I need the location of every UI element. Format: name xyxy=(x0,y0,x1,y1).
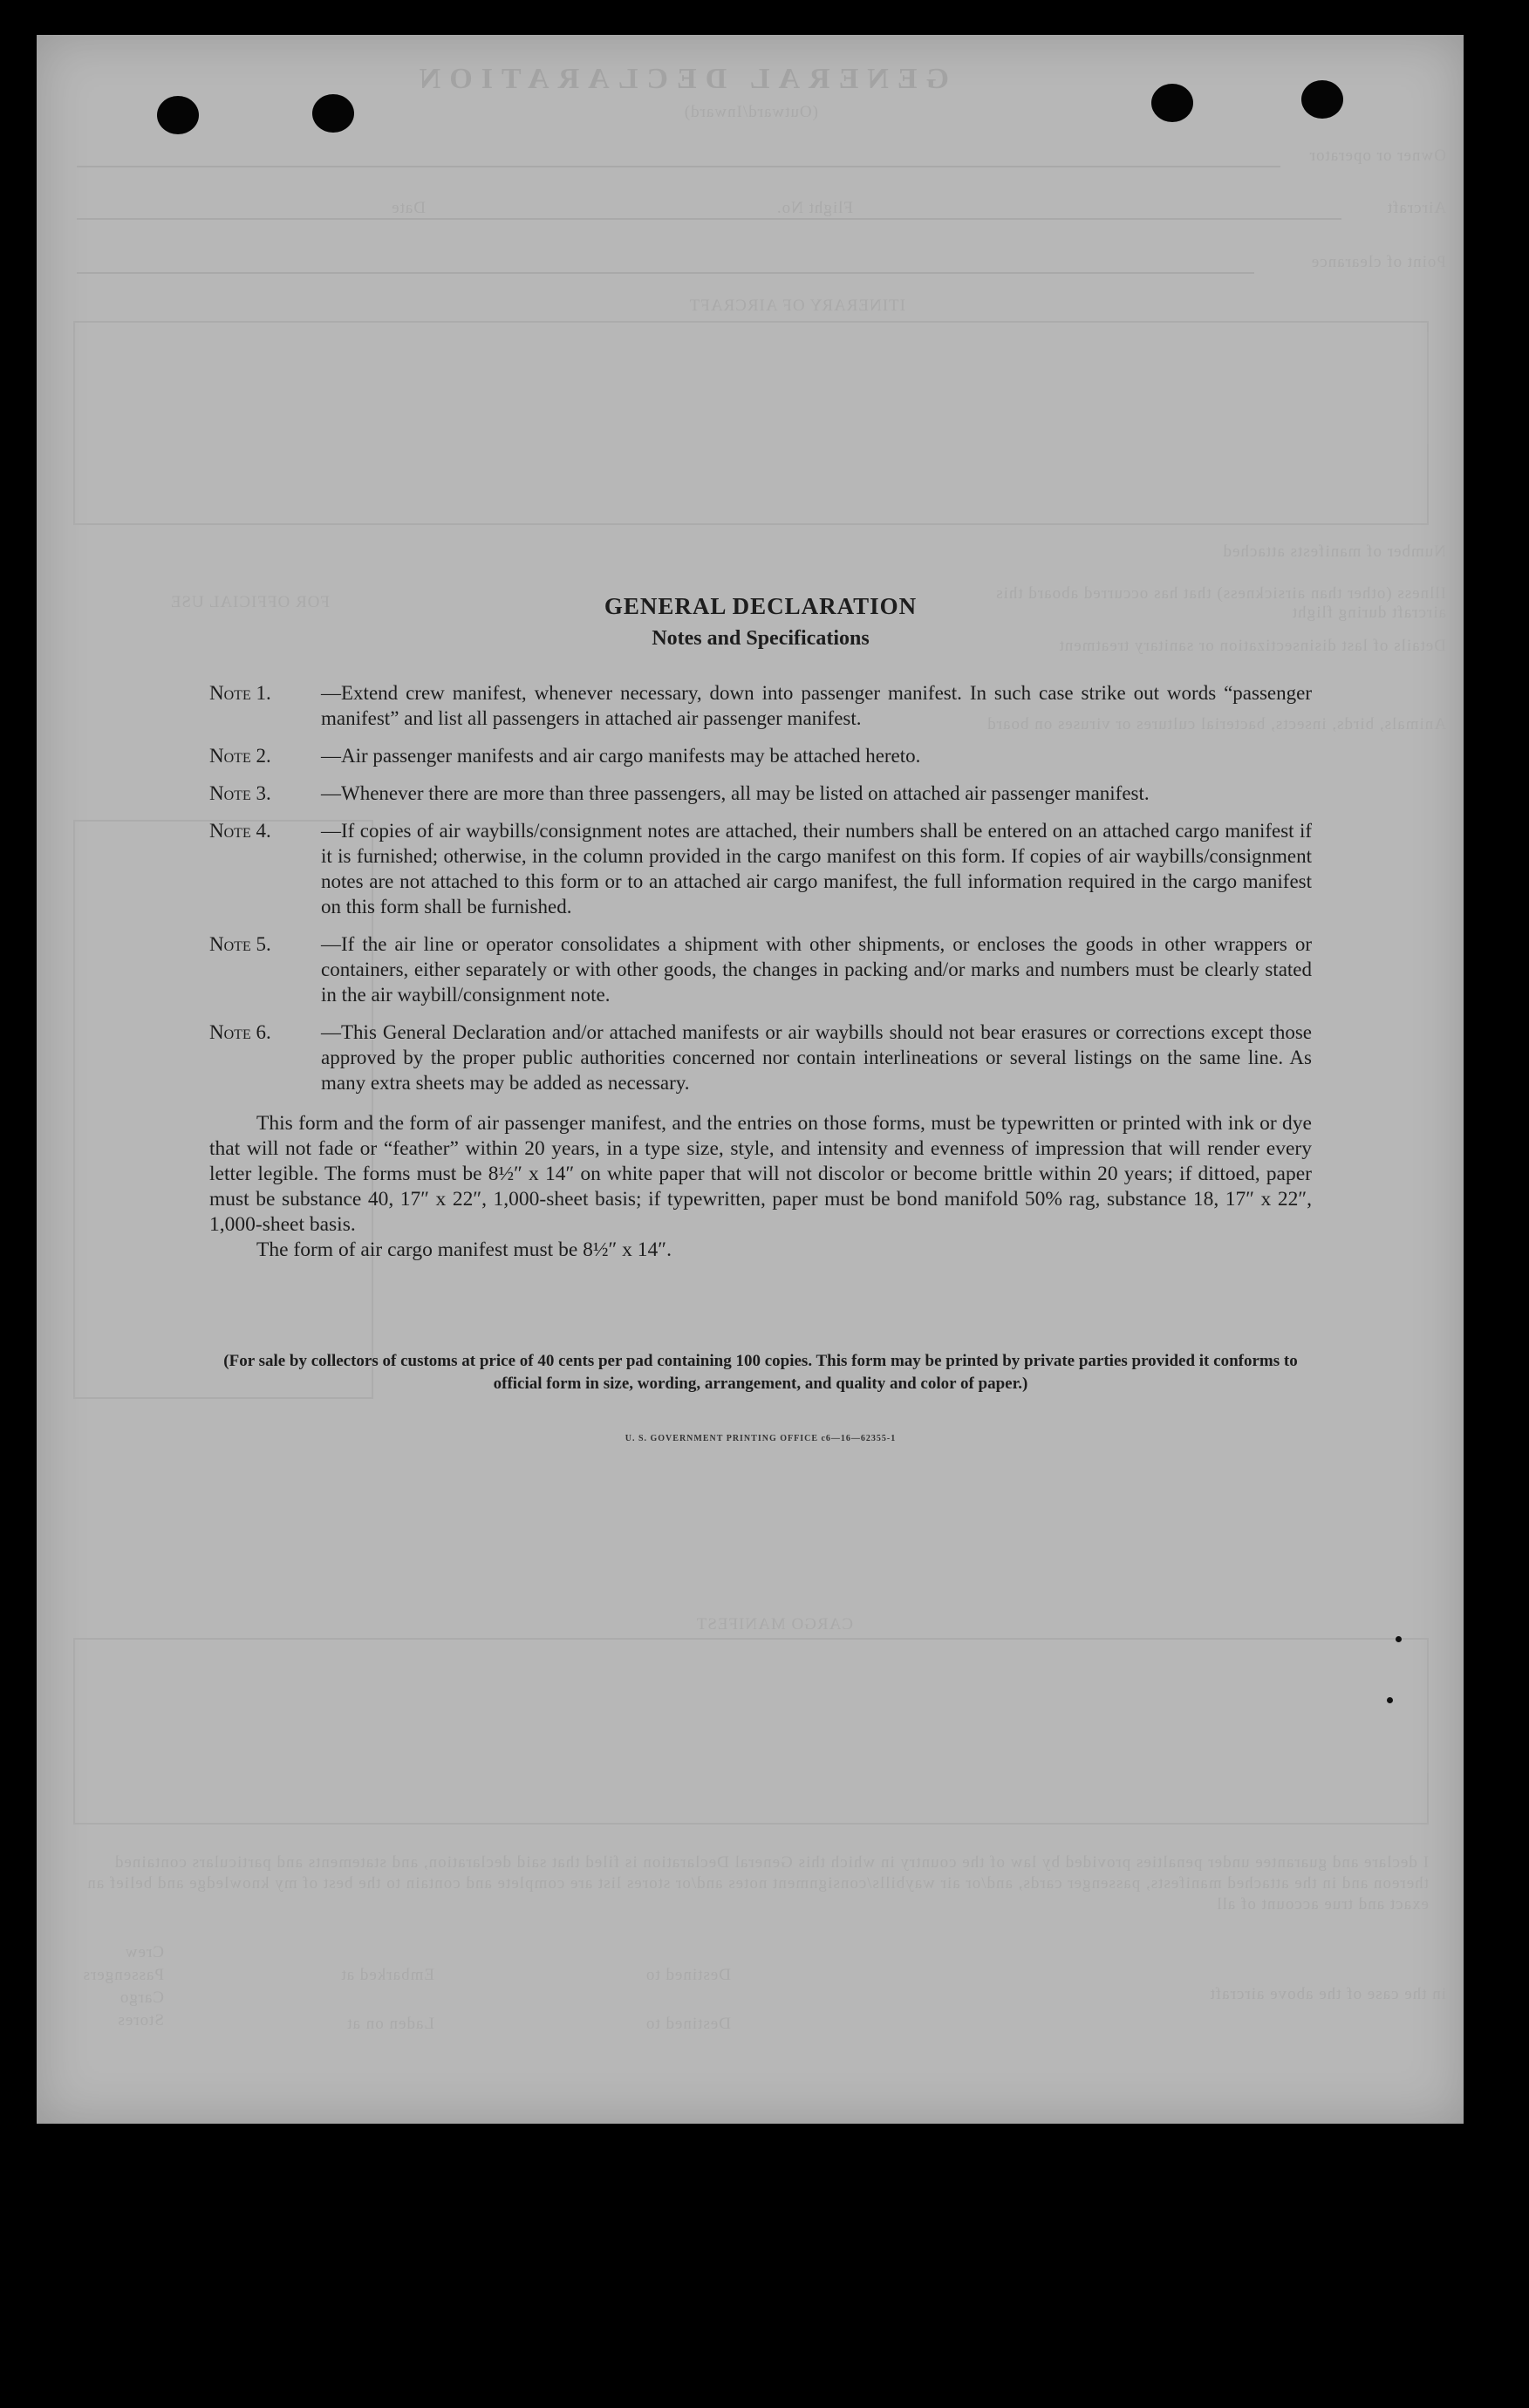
bleed-row: Owner or operator xyxy=(1308,147,1446,165)
bleed-row: Cargo xyxy=(119,1988,164,2007)
page-subtitle: Notes and Specifications xyxy=(652,627,870,650)
bleed-row: Flight No. xyxy=(775,199,853,217)
bleed-row: Stores xyxy=(117,2011,164,2029)
bleed-row: Aircraft xyxy=(1386,199,1446,217)
note-item xyxy=(209,680,1312,731)
bleed-row: Passengers xyxy=(82,1966,164,1984)
bleed-title: GENERAL DECLARATION xyxy=(410,63,949,95)
bleed-row: Embarked at xyxy=(340,1966,434,1984)
bleed-row: CARGO MANIFEST xyxy=(695,1615,853,1634)
note-item xyxy=(209,781,1312,806)
page-title: GENERAL DECLARATION xyxy=(604,593,918,619)
bleed-row: Illness (other than airsickness) that has occurred aboard this aircraft during flight xyxy=(995,584,1446,622)
bleed-row: Crew xyxy=(124,1943,164,1961)
bleed-rule xyxy=(77,218,1341,220)
note-label: Note 2. xyxy=(209,745,271,767)
note-text: —This General Declaration and/or attached manifests or air waybills should not bear erasures or corrections except those approved by the proper public authorities concerned nor contain interlineations or several listings on the same line. As many extra sheets may be added as necessary. xyxy=(321,1021,1312,1094)
bleed-cargo-table xyxy=(73,1638,1429,1825)
note-label: Note 5. xyxy=(209,933,271,955)
paper-speck xyxy=(1387,1697,1393,1703)
note-item xyxy=(209,743,1312,768)
bleed-row: Date xyxy=(391,199,426,217)
bleed-declaration: I declare and guarantee under penalties provided by law of the country in which this General Declaration is filed that said declaration, and statements and particulars contained thereon and in the attached manifests, passenger cards, and/or air waybills/consignment notes and/or stores list are complete and contain to the best of my knowledge and belief an exact and true account of all xyxy=(86,1853,1429,1913)
printer-imprint: U. S. GOVERNMENT PRINTING OFFICE c6—16—62355-1 xyxy=(625,1434,897,1443)
bleed-itinerary-table xyxy=(73,321,1429,525)
note-label: Note 3. xyxy=(209,782,271,804)
note-text: —Whenever there are more than three passengers, all may be listed on attached air passenger manifest. xyxy=(321,782,1150,804)
cargo-size-paragraph: The form of air cargo manifest must be 8½″ x 14″. xyxy=(256,1238,672,1261)
bleed-row: Details of last disinsectization or sanitary treatment xyxy=(1058,637,1446,655)
note-text: —If copies of air waybills/consignment notes are attached, their numbers shall be entered on an attached cargo manifest if it is furnished; otherwise, in the column provided in the cargo manifest on this form. If copies of air waybills/consignment notes are not attached to this form or to an attached air cargo manifest, the full information required in the cargo manifest on this form shall be furnished. xyxy=(321,820,1312,917)
bleed-row: ITINERARY OF AIRCRAFT xyxy=(688,297,905,315)
note-text: —If the air line or operator consolidates a shipment with other shipments, or encloses the goods in other wrappers or containers, either separately or with other goods, the changes in packing and/or marks and numbers must be clearly stated in the air waybill/consignment note. xyxy=(321,933,1312,1006)
bleed-row: Animals, birds, insects, bacterial cultures or viruses on board xyxy=(986,715,1446,733)
bleed-subtitle: (Outward/Inward) xyxy=(683,103,818,121)
note-item xyxy=(209,1020,1312,1095)
sale-notice: (For sale by collectors of customs at price of 40 cents per pad containing 100 copies. This form may be printed by private parties provided it conforms to official form in size, wording, arrangement, and quality and color of paper.) xyxy=(223,1352,1298,1393)
bleed-row: Number of manifests attached xyxy=(1222,542,1446,561)
note-label: Note 6. xyxy=(209,1021,271,1043)
bleed-row: Point of clearance xyxy=(1310,253,1446,271)
paper-speck xyxy=(1396,1636,1402,1642)
specification-paragraph: This form and the form of air passenger manifest, and the entries on those forms, must be typewritten or printed with ink or dye that will not fade or “feather” within 20 years, in a type size, style, and intensity and evenness of impression that will render every letter legible. The forms must be 8½″ x 14″ on white paper that will not discolor or become brittle within 20 years; if dittoed, paper must be substance 40, 17″ x 22″, 1,000-sheet basis; if typewritten, paper must be bond manifold 50% rag, substance 18, 17″ x 22″, 1,000-sheet basis. xyxy=(209,1112,1312,1236)
note-item xyxy=(209,931,1312,1007)
bleed-row: FOR OFFICIAL USE xyxy=(169,593,330,611)
bleed-row: Destined to xyxy=(645,1966,731,1984)
notes-content xyxy=(209,593,1312,1443)
note-text: —Air passenger manifests and air cargo manifests may be attached hereto. xyxy=(321,745,921,767)
bleed-row: Destined to xyxy=(645,2015,731,2033)
bleed-rule xyxy=(77,166,1280,167)
note-item xyxy=(209,818,1312,919)
bleed-row: in the case of the above aircraft xyxy=(1209,1985,1446,2003)
bleed-rule xyxy=(77,272,1254,274)
note-label: Note 1. xyxy=(209,682,271,704)
note-text: —Extend crew manifest, whenever necessary, down into passenger manifest. In such case strike out words “passenger manifest” and list all passengers in attached air passenger manifest. xyxy=(321,682,1312,729)
bleed-row: Laden on at xyxy=(346,2015,434,2033)
note-label: Note 4. xyxy=(209,820,271,842)
